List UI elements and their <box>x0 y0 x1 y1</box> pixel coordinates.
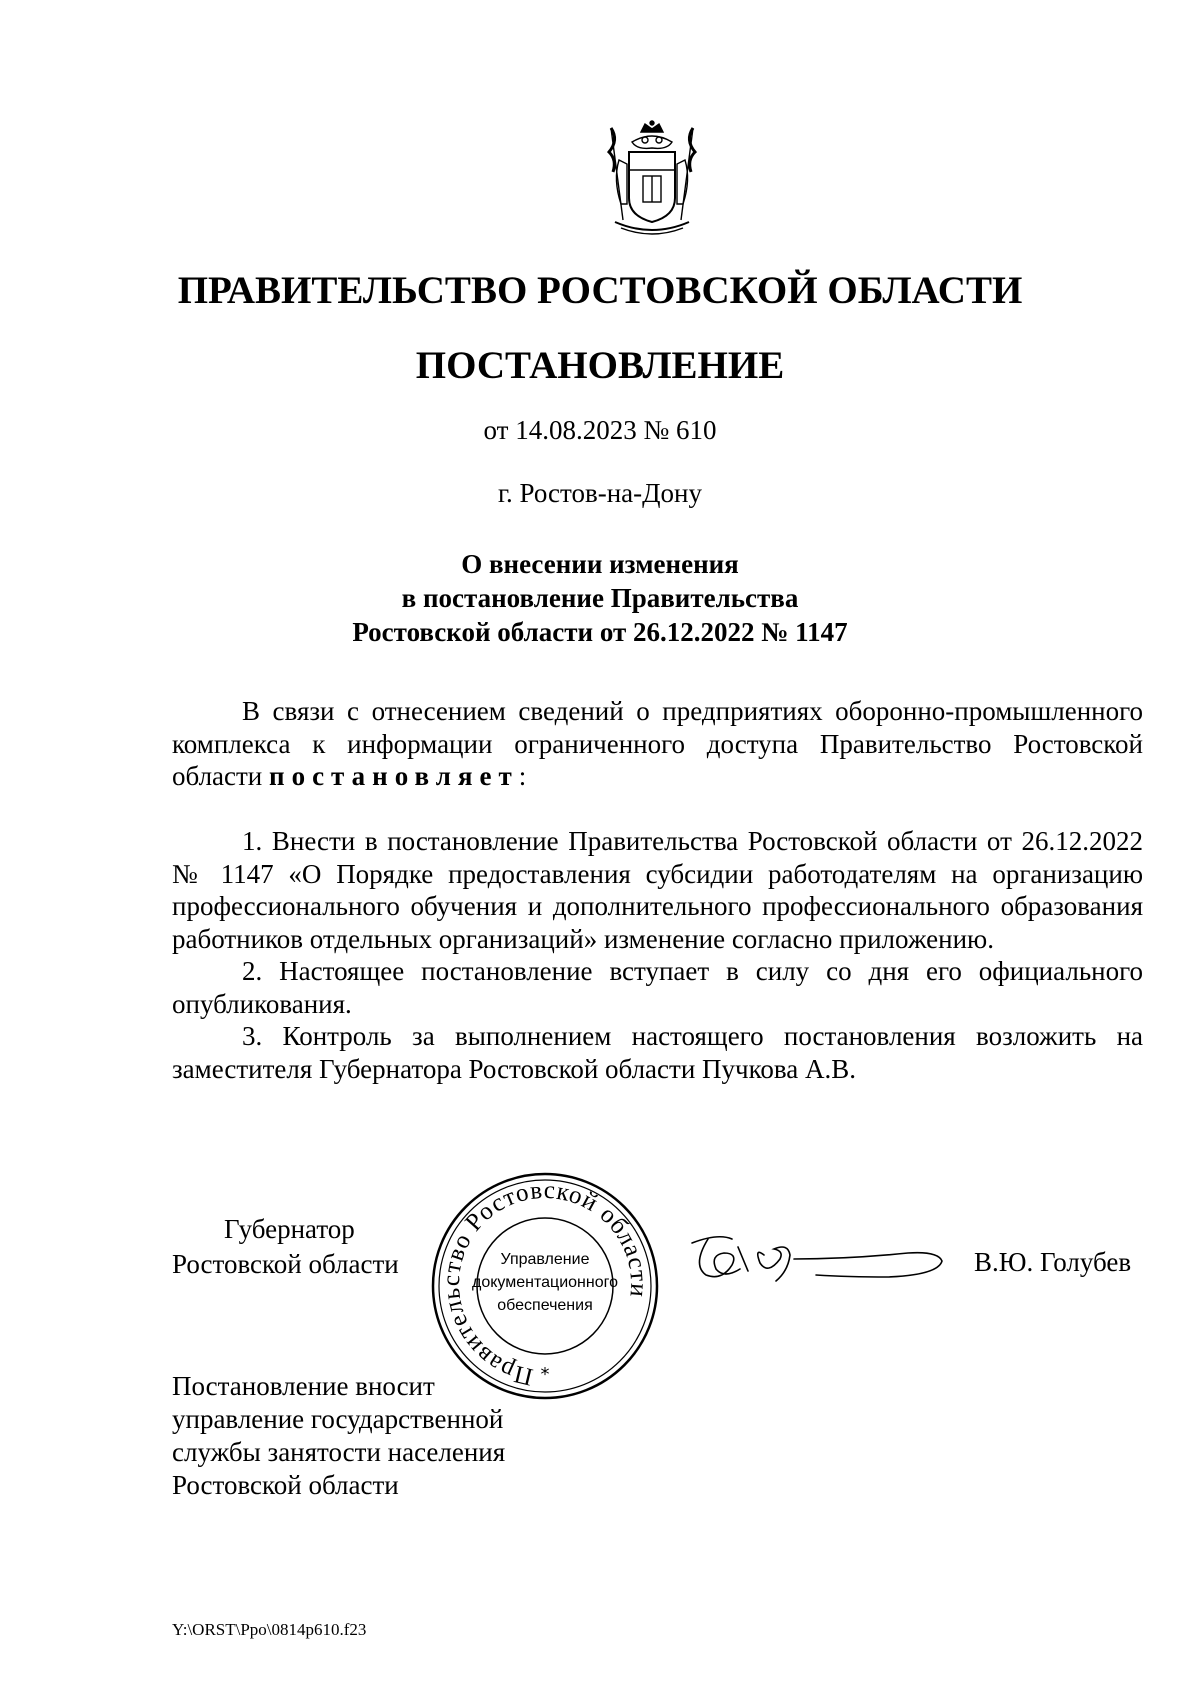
submitter-note <box>172 1370 505 1502</box>
position-line: Губернатор <box>224 1214 355 1244</box>
decree-item: 2. Настоящее постановление вступает в силу со дня его официального опубликования. <box>172 956 1143 1019</box>
document-type: ПОСТАНОВЛЕНИЕ <box>415 344 785 387</box>
decree-item: 1. Внести в постановление Правительства Ростовской области от 26.12.2022 № 1147 «О Порядке предоставления субсидии работодателям на организацию профессионального обучения и дополнительного профессионального образования работников отдельных организаций» изменение согласно приложению. <box>172 826 1143 954</box>
decree-word: постановляет <box>269 761 519 791</box>
seal-inner-line: документационного <box>472 1274 618 1291</box>
decree-items <box>172 825 1143 1085</box>
svg-text:*: * <box>540 1364 550 1385</box>
submitter-line: Ростовской области <box>172 1470 399 1500</box>
preamble-paragraph <box>172 695 1143 793</box>
submitter-line: Постановление вносит <box>172 1371 435 1401</box>
signatory-name: В.Ю. Голубев <box>974 1247 1132 1277</box>
seal-inner-line: Управление <box>500 1251 590 1268</box>
document-subject <box>0 547 1200 649</box>
document-date-number: от 14.08.2023 № 610 <box>483 415 717 445</box>
document-city: г. Ростов-на-Дону <box>497 478 702 508</box>
official-seal <box>430 1170 660 1402</box>
submitter-line: службы занятости населения <box>172 1437 506 1467</box>
handwritten-signature <box>688 1225 948 1295</box>
footer-file-path: Y:\ORST\Ppo\0814p610.f23 <box>172 1620 367 1639</box>
coat-of-arms-icon <box>597 120 707 240</box>
government-title: ПРАВИТЕЛЬСТВО РОСТОВСКОЙ ОБЛАСТИ <box>177 269 1023 312</box>
decree-item: 3. Контроль за выполнением настоящего постановления возложить на заместителя Губернатора Ростовской области Пучкова А.В. <box>172 1021 1143 1084</box>
seal-inner-line: обеспечения <box>497 1297 593 1314</box>
signatory-position <box>172 1212 399 1282</box>
subject-line: О внесении изменения <box>461 549 739 579</box>
seal-inner-text <box>468 1248 622 1317</box>
preamble-text: В связи с отнесением сведений о предприятиях оборонно-промышленного комплекса к информации ограниченного доступа Правительство Ростовской области <box>172 696 1143 791</box>
submitter-line: управление государственной <box>172 1404 504 1434</box>
subject-line: в постановление Правительства <box>401 583 799 613</box>
position-line: Ростовской области <box>172 1249 399 1279</box>
seal-ring-text: Правительство Ростовской области <box>437 1176 653 1391</box>
preamble-colon: : <box>518 761 527 791</box>
subject-line: Ростовской области от 26.12.2022 № 1147 <box>352 617 848 647</box>
